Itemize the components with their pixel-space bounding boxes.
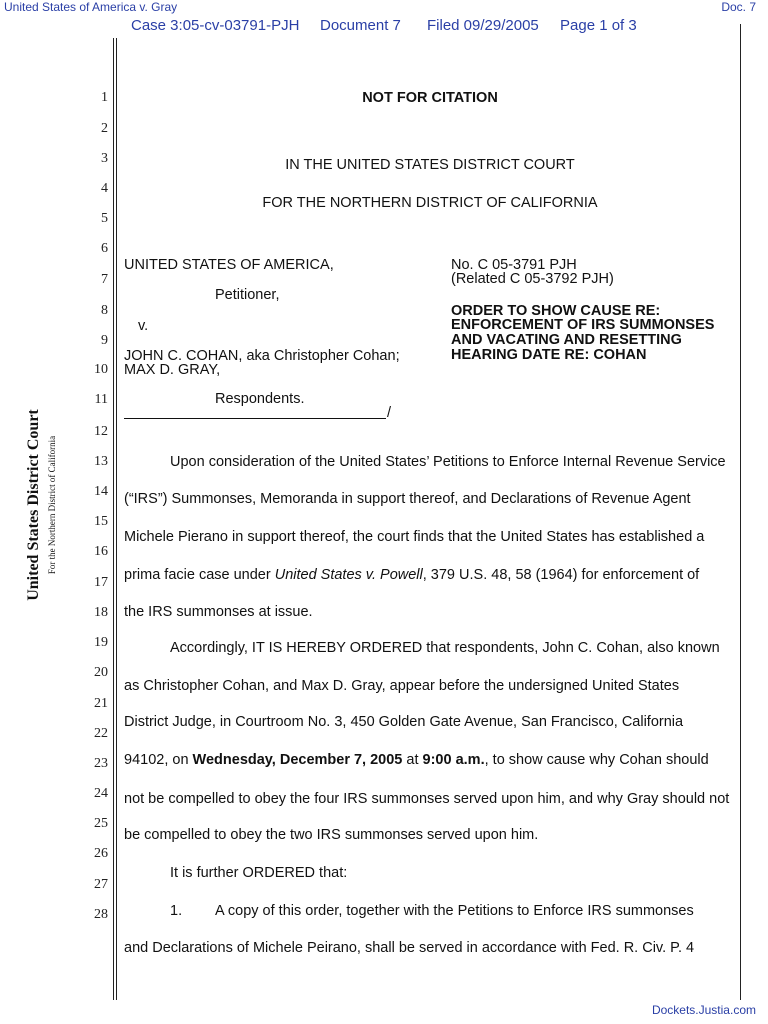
line-number: 27 [94,877,108,892]
not-for-citation-heading: NOT FOR CITATION [362,90,498,106]
body-text: 94102, on [124,752,193,768]
line-number: 6 [101,241,108,256]
body-line: Upon consideration of the United States’ Petitions to Enforce Internal Revenue Service [170,454,726,470]
body-line: as Christopher Cohan, and Max D. Gray, appear before the undersigned United States [124,678,680,694]
caption-underline [124,418,386,419]
line-number: 16 [94,544,108,559]
body-text: , 379 U.S. 48, 58 (1964) for enforcement of [422,567,700,583]
line-number: 13 [94,454,108,469]
document-number-header: Document 7 [320,17,401,34]
line-number: 3 [101,151,108,166]
line-number: 2 [101,121,108,136]
line-number: 26 [94,846,108,861]
order-title-line: HEARING DATE RE: COHAN [451,347,647,363]
hearing-time: 9:00 a.m. [422,752,485,768]
line-number: 4 [101,181,108,196]
body-line: not be compelled to obey the four IRS summonses served upon him, and why Gray should not [124,791,730,807]
body-line [124,567,699,583]
body-line: Accordingly, IT IS HEREBY ORDERED that respondents, John C. Cohan, also known [170,640,720,656]
doc-number-link[interactable]: Doc. 7 [721,0,756,14]
line-number: 15 [94,514,108,529]
line-number: 12 [94,424,108,439]
body-line: It is further ORDERED that: [170,865,348,881]
body-line: and Declarations of Michele Peirano, shall be served in accordance with Fed. R. Civ. P. 4 [124,940,695,956]
plaintiff-name: UNITED STATES OF AMERICA, [124,257,334,273]
line-number: 1 [101,90,108,105]
body-line: A copy of this order, together with the Petitions to Enforce IRS summonses [215,903,694,919]
sidebar-district: For the Northern District of California [47,435,57,575]
defendant-role: Respondents. [215,391,305,407]
line-number: 20 [94,665,108,680]
body-text: , to show cause why Cohan should [484,752,709,768]
line-number: 19 [94,635,108,650]
line-number: 9 [101,333,108,348]
body-line: be compelled to obey the two IRS summonses served upon him. [124,827,539,843]
line-number: 23 [94,756,108,771]
source-link[interactable]: Dockets.Justia.com [651,1003,756,1017]
case-citation: United States v. Powell [274,567,423,583]
caption-slash: / [387,405,392,421]
district-name-line: FOR THE NORTHERN DISTRICT OF CALIFORNIA [262,195,598,211]
defendant-name-2: MAX D. GRAY, [124,362,221,378]
line-number: 14 [94,484,108,499]
line-number: 22 [94,726,108,741]
order-title-line: AND VACATING AND RESETTING [451,332,682,348]
line-number: 5 [101,211,108,226]
case-number-header: Case 3:05-cv-03791-PJH [131,17,300,34]
line-number: 18 [94,605,108,620]
body-line [124,752,709,768]
line-number: 7 [101,272,108,287]
case-title-link[interactable]: United States of America v. Gray [4,0,178,14]
line-number: 8 [101,303,108,318]
order-title-line: ORDER TO SHOW CAUSE RE: [451,303,661,319]
line-number: 24 [94,786,108,801]
left-double-rule-1 [113,38,114,1000]
court-name-line: IN THE UNITED STATES DISTRICT COURT [285,157,575,173]
filed-date-header: Filed 09/29/2005 [427,17,539,34]
line-number: 10 [94,362,108,377]
case-number: No. C 05-3791 PJH [451,257,577,273]
left-double-rule-2 [116,38,117,1000]
body-text: at [402,752,423,768]
versus-text: v. [138,318,149,334]
defendant-name-1: JOHN C. COHAN, aka Christopher Cohan; [124,348,400,364]
line-number: 11 [94,392,108,407]
line-number: 28 [94,907,108,922]
body-line: District Judge, in Courtroom No. 3, 450 Golden Gate Avenue, San Francisco, California [124,714,684,730]
body-line: Michele Pierano in support thereof, the court finds that the United States has established a [124,529,705,545]
line-number: 21 [94,696,108,711]
body-line: the IRS summonses at issue. [124,604,313,620]
plaintiff-role: Petitioner, [215,287,280,303]
list-number: 1. [170,903,183,919]
body-text: prima facie case under [124,567,275,583]
body-line: (“IRS”) Summonses, Memoranda in support thereof, and Declarations of Revenue Agent [124,491,691,507]
line-number: 17 [94,575,108,590]
page-count-header: Page 1 of 3 [560,17,637,34]
hearing-date: Wednesday, December 7, 2005 [192,752,403,768]
sidebar-court-name: United States District Court [25,409,42,601]
line-number: 25 [94,816,108,831]
order-title-line: ENFORCEMENT OF IRS SUMMONSES [451,317,715,333]
related-case: (Related C 05-3792 PJH) [451,271,614,287]
